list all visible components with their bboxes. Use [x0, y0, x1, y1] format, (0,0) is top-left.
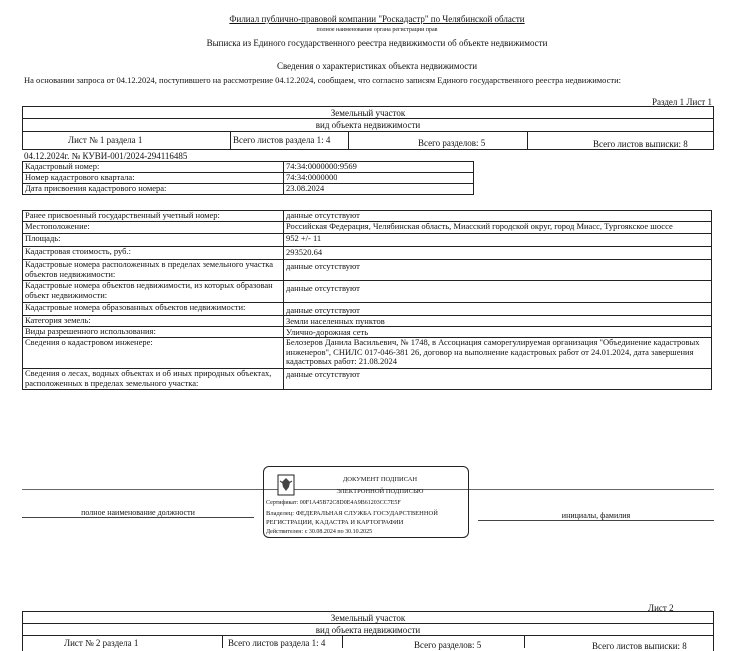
cadastral-number-value: 74:34:0000000:9569 — [286, 162, 357, 171]
sheet2-total-extract-sheets: Всего листов выписки: 8 — [592, 641, 687, 651]
emblem-icon — [277, 474, 295, 496]
natural-objects-value: данные отсутствуют — [286, 370, 360, 379]
divider — [22, 131, 714, 132]
sheet-number: Лист № 1 раздела 1 — [68, 135, 143, 145]
section-title: Сведения о характеристиках объекта недвижимости — [276, 61, 478, 71]
extract-number: 04.12.2024г. № КУВИ-001/2024-294116485 — [24, 151, 188, 161]
document-title: Выписка из Единого государственного реестра недвижимости об объекте недвижимости — [206, 38, 548, 48]
prev-number-value: данные отсутствуют — [286, 211, 360, 220]
engineer-value: Белозеров Данила Васильевич, № 1748, в Ассоциация саморегулируемая организация "Объединение кадастровых инженеров", СНИЛС 017-046-381 26, договор на выполнение кадастровых работ от 24.01.2024, дата завершения кадастровых работ: 21.08.2024 — [286, 338, 700, 366]
position-caption: полное наименование должности — [81, 508, 195, 517]
formed-objects-label: Кадастровые номера образованных объектов недвижимости: — [25, 303, 246, 312]
object-type: Земельный участок — [330, 108, 406, 118]
section-label: Раздел 1 Лист 1 — [651, 97, 712, 107]
located-objects-label: Кадастровые номера расположенных в пределах земельного участка объектов недвижимости: — [25, 260, 274, 279]
prev-number-label: Ранее присвоенный государственный учетный номер: — [25, 211, 220, 220]
divider — [22, 233, 712, 234]
total-extract-sheets: Всего листов выписки: 8 — [593, 139, 688, 149]
stamp-owner: Владелец: ФЕДЕРАЛЬНАЯ СЛУЖБА ГОСУДАРСТВЕННОЙ — [266, 510, 438, 517]
stamp-valid: Действителен: с 30.08.2024 по 30.10.2025 — [266, 529, 373, 535]
divider — [22, 315, 712, 316]
divider — [22, 118, 714, 119]
divider — [524, 635, 525, 648]
permitted-use-value: Улично-дорожная сеть — [286, 328, 369, 337]
total-section-sheets: Всего листов раздела 1: 4 — [233, 135, 331, 145]
stamp-owner-cont: РЕГИСТРАЦИИ, КАДАСТРА И КАРТОГРАФИИ — [266, 519, 404, 526]
source-objects-label: Кадастровые номера объектов недвижимости, из которых образован объект недвижимости: — [25, 281, 273, 300]
area-label: Площадь: — [25, 234, 61, 243]
engineer-label: Сведения о кадастровом инженере: — [25, 338, 153, 347]
cadastral-number-label: Кадастровый номер: — [25, 162, 100, 171]
divider — [222, 635, 223, 648]
divider — [283, 210, 284, 390]
sheet2-total-sections: Всего разделов: 5 — [414, 640, 482, 650]
source-objects-value: данные отсутствуют — [286, 284, 360, 293]
cadastral-value-value: 293520.64 — [286, 248, 323, 257]
location-label: Местоположение: — [25, 222, 90, 231]
sheet2-sheet-number: Лист № 2 раздела 1 — [64, 638, 139, 648]
cadastral-value-label: Кадастровая стоимость, руб.: — [25, 247, 131, 256]
divider — [342, 635, 343, 648]
sheet2-object-type-caption: вид объекта недвижимости — [315, 625, 421, 635]
divider — [22, 635, 714, 636]
divider — [348, 131, 349, 150]
assignment-date-value: 23.08.2024 — [286, 184, 325, 193]
sheet2-total-section-sheets: Всего листов раздела 1: 4 — [228, 638, 326, 648]
sheet2-label: Лист 2 — [648, 603, 674, 613]
assignment-date-label: Дата присвоения кадастрового номера: — [25, 184, 167, 193]
name-caption: инициалы, фамилия — [561, 511, 631, 520]
natural-objects-label: Сведения о лесах, водных объектах и об иных природных объектах, расположенных в пределах земельного участка: — [25, 369, 272, 388]
total-sections: Всего разделов: 5 — [418, 138, 486, 148]
land-category-value: Земли населенных пунктов — [286, 317, 385, 326]
location-value: Российская Федерация, Челябинская область, Миасский городской округ, город Миасс, Тургоякское шоссе — [286, 222, 673, 231]
stamp-certificate: Сертификат: 00F1A45B72C8D0E4A9B61203CC7E5F — [266, 500, 401, 506]
formed-objects-value: данные отсутствуют — [286, 306, 360, 315]
stamp-title-1: ДОКУМЕНТ ПОДПИСАН — [342, 476, 418, 483]
divider — [283, 161, 284, 195]
sheet2-object-type: Земельный участок — [330, 613, 406, 623]
object-type-caption: вид объекта недвижимости — [315, 120, 421, 130]
permitted-use-label: Виды разрешенного использования: — [25, 327, 156, 336]
divider — [230, 131, 231, 150]
divider — [22, 623, 714, 624]
org-name: Филиал публично-правовой компании "Роскадастр" по Челябинской области — [229, 14, 525, 24]
request-text: На основании запроса от 04.12.2024, поступившего на рассмотрение 04.12.2024, сообщаем, что согласно записям Единого государственного реестра недвижимости: — [24, 75, 621, 85]
stamp-title-2: ЭЛЕКТРОННОЙ ПОДПИСЬЮ — [336, 488, 424, 495]
org-caption: полное наименование органа регистрации прав — [316, 27, 438, 33]
cadastral-quarter-value: 74:34:0000000 — [286, 173, 338, 182]
cadastral-quarter-label: Номер кадастрового квартала: — [25, 173, 135, 182]
located-objects-value: данные отсутствуют — [286, 262, 360, 271]
area-value: 952 +/- 11 — [286, 234, 322, 243]
divider — [527, 131, 528, 150]
land-category-label: Категория земель: — [25, 316, 91, 325]
